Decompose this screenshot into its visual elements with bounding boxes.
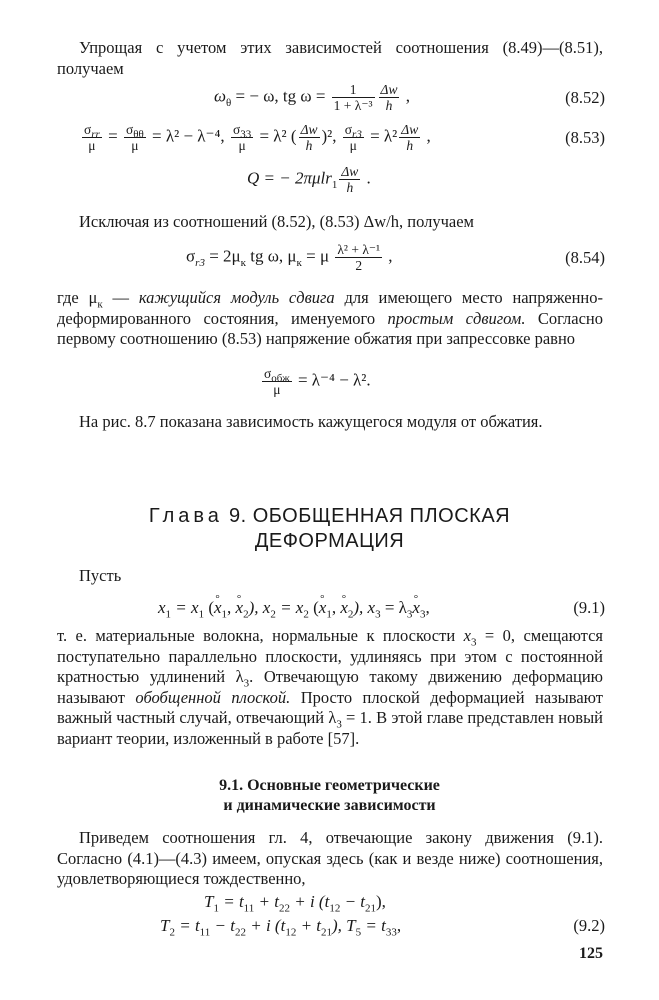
equation-8-52: $\omega_\theta$ = − ω, tg ω = $\frac{1}{\text{1 + λ⁻³}}$ $\frac{\Delta w}{h}$ , bbox=[214, 82, 410, 113]
equation-number-9-2: (9.2) bbox=[573, 916, 605, 935]
equation-number-8-54: (8.54) bbox=[565, 248, 605, 267]
paragraph-apparent-modulus: где $\mu_к$ — кажущийся модуль сдвига для имеющего место напряженно-деформированного состояния, именуемого простым сдвигом. Согласно первому соотношению (8.53) напряжение обжатия при запрессовке равно bbox=[57, 288, 604, 348]
equation-compression-stress: $\frac{\sigma_{обж}}{\mu}$ = λ⁻⁴ − λ². bbox=[264, 366, 371, 397]
equation-8-54: $\sigma_{r3} = 2\mu_к$ tg ω, $\mu_к = \mu$ $\frac{\text{λ² + λ⁻¹}}{2}$ , bbox=[186, 242, 393, 273]
paragraph-generalized-plane: т. е. материальные волокна, нормальные к плоскости $x_3 = 0$, смещаются поступательно параллельно плоскости, удлиняясь при этом с постоянной кратностью удлинений $\lambda_3$. Отвечающую такому движению деформацию называют обобщенной плоской. Просто плоской деформацией называют важный частный случай, отвечающий $\lambda_3 = 1$. В этой главе представлен новый вариант теории, изложенный в работе [57]. bbox=[57, 626, 604, 748]
equation-number-8-53: (8.53) bbox=[565, 128, 605, 147]
chapter-title: Глава 9. ОБОБЩЕННАЯ ПЛОСКАЯ ДЕФОРМАЦИЯ bbox=[148, 505, 511, 552]
page-number: 125 bbox=[579, 945, 603, 962]
equation-q: Q = − 2πμlr$_1$ $\frac{\Delta w}{h}$ . bbox=[247, 164, 371, 195]
equation-number-8-52: (8.52) bbox=[565, 88, 605, 107]
section-title: 9.1. Основные геометрические и динамические зависимости bbox=[219, 777, 440, 814]
equation-number-9-1: (9.1) bbox=[573, 598, 605, 617]
equation-8-53: $\frac{\sigma_{rr}}{\mu}$ = $\frac{\sigma_{\theta\theta}}{\mu}$ = λ² − λ⁻⁴, $\frac{\sigma_{33}}{\mu}$ = λ² ( $\frac{\Delta w}{h}$ )², $\frac{\sigma_{r3}}{\mu}$ = λ² $\frac{\Delta w}{h}$ , bbox=[84, 122, 431, 153]
paragraph-figure-ref: На рис. 8.7 показана зависимость кажущегося модуля от обжатия. bbox=[79, 412, 543, 431]
paragraph-excluding: Исключая из соотношений (8.52), (8.53) Δw/h, получаем bbox=[79, 212, 474, 231]
paragraph-relations: Приведем соотношения гл. 4, отвечающие закону движения (9.1). Согласно (4.1)—(4.3) имеем, опуская здесь (как и везде ниже) соотношения, удовлетворяющиеся тождественно, bbox=[57, 828, 603, 888]
equation-9-1: $x_1 = x_1$ (° $x_1$, ° $x_2$), $x_2 = x_2$ (° $x_1$, ° $x_2$), $x_3 = \lambda_3^\circ$ $x_3$, bbox=[158, 598, 430, 618]
paragraph-intro: Упрощая с учетом этих зависимостей соотношения (8.49)—(8.51), получаем bbox=[57, 38, 603, 78]
equation-9-2-line-2: $T_2 = t_{11} - t_{22} + i$ $(t_{12} + t_{21})$, $T_5 = t_{33}$, bbox=[160, 916, 402, 939]
paragraph-let: Пусть bbox=[79, 566, 122, 585]
equation-9-2-line-1: $T_1 = t_{11} + t_{22} + i$ $(t_{12} - t_{21})$, bbox=[204, 892, 386, 915]
